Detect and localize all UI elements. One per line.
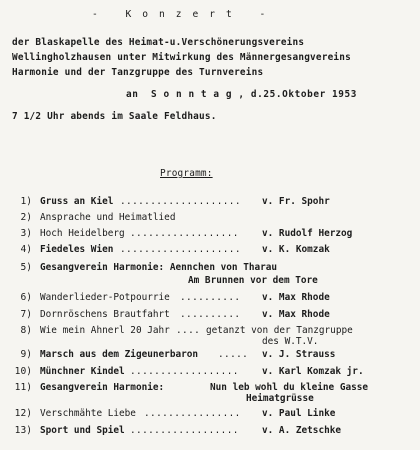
item-performer: v. Rudolf Herzog <box>262 228 353 239</box>
item-title: Wanderlieder-Potpourrie <box>40 292 170 303</box>
time-place-line: 7 1/2 Uhr abends im Saale Feldhaus. <box>12 111 217 122</box>
item-title-continued: Am Brunnen vor dem Tore <box>188 275 318 286</box>
item-title: Gesangverein Harmonie: <box>40 382 165 393</box>
item-performer: Nun leb wohl du kleine Gasse <box>210 382 369 393</box>
item-leader-dots: ................ <box>144 408 241 419</box>
item-title: Marsch aus dem Zigeunerbaron <box>40 349 199 360</box>
item-leader-dots: .................. <box>130 425 239 436</box>
item-leader-dots: ..... <box>218 349 249 360</box>
program-heading: Programm: <box>160 168 213 179</box>
item-performer: getanzt von der Tanzgruppe <box>206 325 353 336</box>
item-leader-dots: .................... <box>120 244 241 255</box>
item-leader-dots: .................. <box>130 228 239 239</box>
item-number: 10) <box>14 366 32 377</box>
item-number: 7) <box>20 309 32 320</box>
item-title: Fiedeles Wien <box>40 244 114 255</box>
item-number: 4) <box>20 244 32 255</box>
item-leader-dots: .......... <box>180 309 241 320</box>
item-title: Dornröschens Brautfahrt <box>40 309 170 320</box>
item-title: Ansprache und Heimatlied <box>40 212 176 223</box>
date-line: an S o n n t a g , d.25.Oktober 1953 <box>126 89 358 100</box>
item-title-continued: Heimatgrüsse <box>246 393 314 404</box>
item-performer-continued: des W.T.V. <box>262 336 319 347</box>
item-performer: v. A. Zetschke <box>262 425 342 436</box>
item-leader-dots: .......... <box>180 292 241 303</box>
item-number: 5) <box>20 262 32 273</box>
header-line-2: Wellingholzhausen unter Mitwirkung des Männergesangvereins <box>12 52 351 63</box>
item-title: Gesangverein Harmonie: Aennchen von Tharau <box>40 262 278 273</box>
item-title: Gruss an Kiel <box>40 196 114 207</box>
item-number: 12) <box>14 408 32 419</box>
item-performer: v. Fr. Spohr <box>262 196 330 207</box>
item-title: Sport und Spiel <box>40 425 125 436</box>
concert-title: - K o n z e r t - <box>92 9 268 20</box>
item-title: Hoch Heidelberg <box>40 228 125 239</box>
item-number: 3) <box>20 228 32 239</box>
item-title: Verschmähte Liebe <box>40 408 136 419</box>
item-title: Münchner Kindel <box>40 366 125 377</box>
item-performer: v. K. Komzak <box>262 244 330 255</box>
header-line-3: Harmonie und der Tanzgruppe des Turnvereins <box>12 67 264 78</box>
item-performer: v. Paul Linke <box>262 408 336 419</box>
item-number: 11) <box>14 382 32 393</box>
item-performer: v. J. Strauss <box>262 349 336 360</box>
item-performer: v. Max Rhode <box>262 292 330 303</box>
item-leader-dots: .................... <box>120 196 241 207</box>
item-leader-dots: .... <box>176 325 201 336</box>
item-performer: v. Karl Komzak jr. <box>262 366 364 377</box>
item-number: 8) <box>20 325 32 336</box>
item-number: 1) <box>20 196 32 207</box>
item-number: 2) <box>20 212 32 223</box>
item-number: 13) <box>14 425 32 436</box>
header-line-1: der Blaskapelle des Heimat-u.Verschönerungsvereins <box>12 37 305 48</box>
item-performer: v. Max Rhode <box>262 309 330 320</box>
item-number: 6) <box>20 292 32 303</box>
item-number: 9) <box>20 349 32 360</box>
item-leader-dots: .................. <box>130 366 239 377</box>
item-title: Wie mein Ahnerl 20 Jahr <box>40 325 170 336</box>
